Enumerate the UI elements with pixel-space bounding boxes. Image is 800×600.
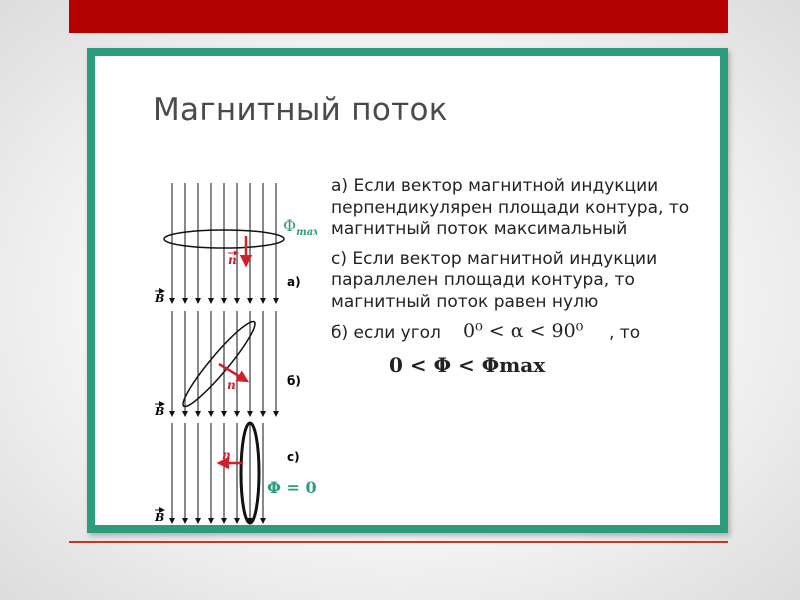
diagram-b bbox=[154, 311, 301, 418]
case-b-tail: , то bbox=[609, 323, 641, 343]
field-label-b: B bbox=[155, 405, 165, 418]
case-b-inequality: 0⁰ < α < 90⁰ bbox=[463, 320, 584, 342]
normal-label-a: n bbox=[228, 253, 237, 267]
diagram-c bbox=[154, 423, 317, 524]
flux-zero-label: Φ = 0 bbox=[267, 478, 317, 497]
text-block bbox=[331, 176, 711, 377]
field-label-c: B bbox=[155, 511, 165, 524]
diagram-label-b: б) bbox=[287, 374, 301, 388]
flux-diagrams-svg bbox=[137, 181, 317, 526]
normal-label-c: n bbox=[222, 448, 231, 462]
flux-diagrams bbox=[137, 181, 317, 530]
slide-panel bbox=[95, 56, 720, 525]
diagram-a bbox=[154, 183, 317, 305]
case-a-text: а) Если вектор магнитной индукции перпендикулярен площади контура, то магнитный поток максимальный bbox=[331, 176, 690, 239]
normal-label-b: n bbox=[227, 378, 236, 392]
diagram-label-c: с) bbox=[287, 450, 300, 464]
slide-frame bbox=[87, 48, 728, 533]
slide-title: Магнитный поток bbox=[153, 92, 448, 128]
field-label-a: B bbox=[155, 292, 165, 305]
case-c-text: с) Если вектор магнитной индукции параллелен площади контура, то магнитный поток равен нулю bbox=[331, 248, 658, 312]
case-b-line bbox=[331, 320, 711, 377]
diagram-label-a: а) bbox=[287, 275, 301, 289]
bottom-accent-line bbox=[69, 541, 728, 543]
result-formula: 0 < Φ < Φmax bbox=[389, 353, 546, 377]
top-accent-bar bbox=[69, 0, 728, 33]
case-b-lead: б) если угол bbox=[331, 323, 441, 343]
flux-max-label: $\Phi_{max}$ bbox=[283, 216, 317, 238]
